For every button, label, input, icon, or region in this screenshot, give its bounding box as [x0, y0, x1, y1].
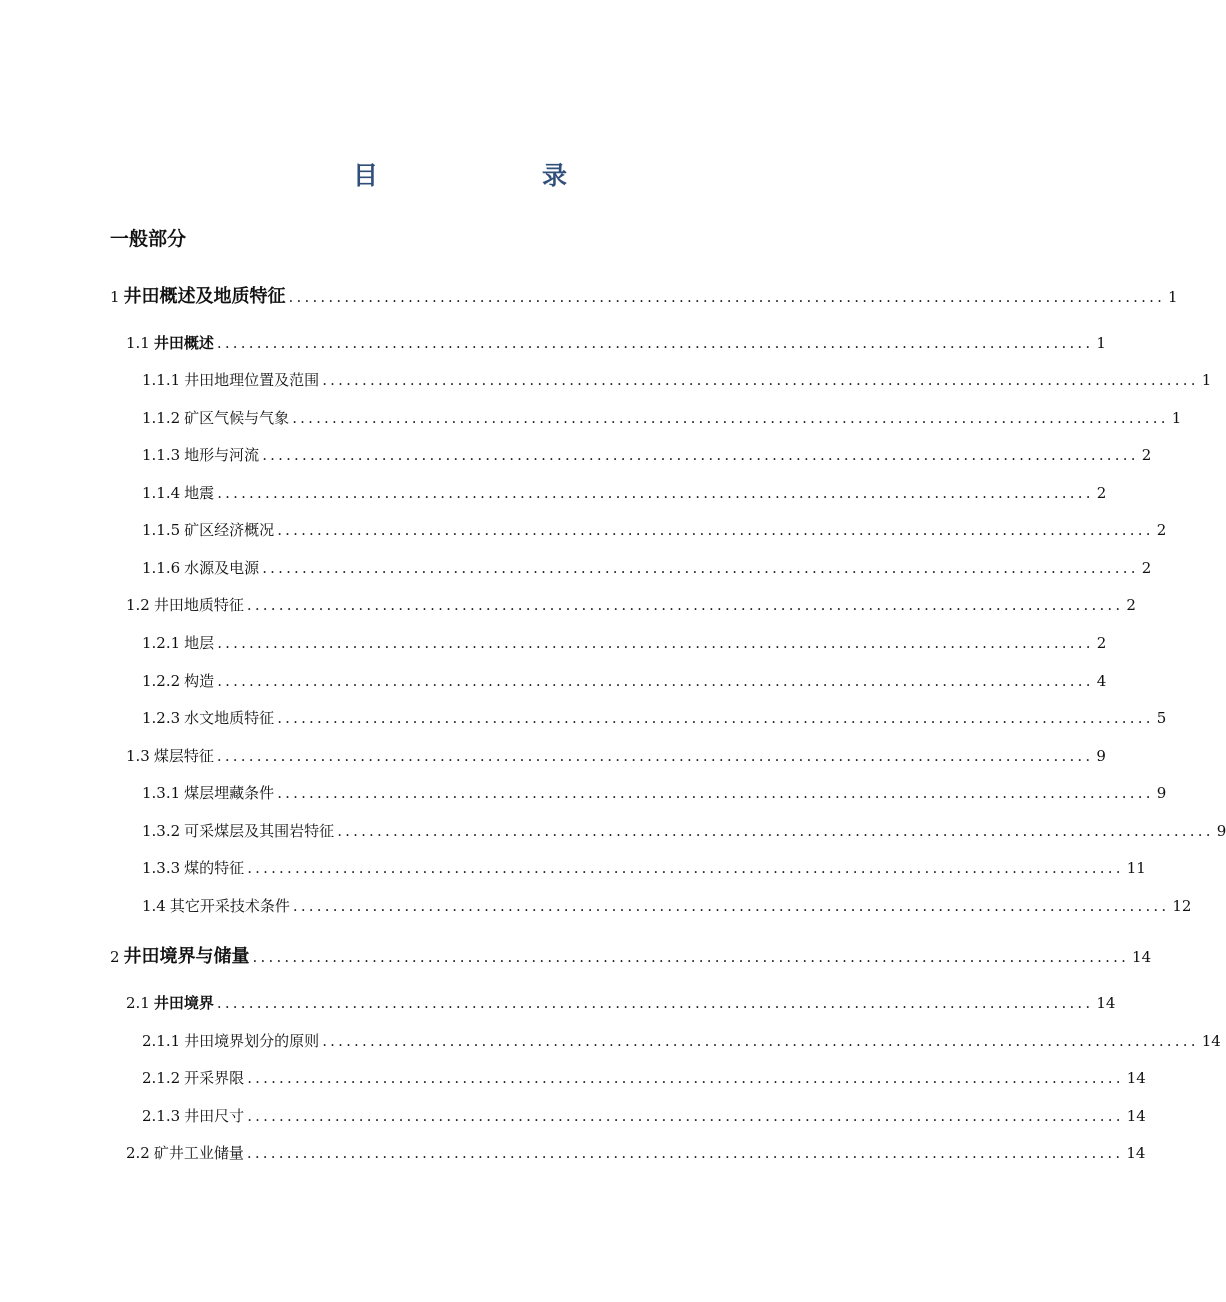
dot-leader: ..............................................................................................................	[246, 596, 1124, 614]
toc-entry-page: 14	[1132, 948, 1152, 966]
toc-entry[interactable]	[126, 991, 1116, 1015]
toc-entry-title: 井田境界划分的原则	[184, 1032, 320, 1050]
toc-entry-page: 2	[1141, 446, 1152, 464]
toc-entry-number: 2.1.1	[142, 1032, 181, 1050]
toc-entry-number: 1.1.4	[142, 484, 181, 502]
toc-entry[interactable]	[126, 331, 1106, 355]
toc-entry-page: 14	[1126, 1144, 1146, 1162]
toc-entry-number: 1.1.5	[142, 521, 181, 539]
toc-entry-number: 2.2	[126, 1144, 150, 1162]
dot-leader: ..............................................................................................................	[277, 521, 1154, 539]
toc-entry[interactable]	[126, 744, 1106, 768]
toc-entry[interactable]	[110, 285, 1178, 309]
toc-entry-page: 1	[1168, 288, 1178, 306]
toc-entry[interactable]	[142, 781, 1167, 805]
toc-entry-page: 1	[1171, 409, 1182, 427]
toc-entry-title: 矿区经济概况	[184, 521, 275, 539]
toc-entry-title: 构造	[184, 672, 215, 690]
toc-entry-number: 1.4	[142, 897, 166, 915]
dot-leader: ..............................................................................................................	[216, 334, 1094, 352]
dot-leader: ..............................................................................................................	[252, 948, 1130, 966]
dot-leader: ..............................................................................................................	[216, 994, 1094, 1012]
toc-entry-page: 2	[1126, 596, 1136, 614]
toc-entry-title: 井田境界与储量	[123, 946, 250, 967]
dot-leader: ..............................................................................................................	[262, 559, 1139, 577]
toc-entry[interactable]	[142, 669, 1107, 693]
toc-entry[interactable]	[142, 1029, 1221, 1053]
toc-entry-page: 9	[1096, 747, 1106, 765]
toc-entry-page: 9	[1216, 822, 1226, 840]
toc-entry-number: 2.1.2	[142, 1069, 181, 1087]
dot-leader: ..............................................................................................................	[217, 634, 1094, 652]
dot-leader: ..............................................................................................................	[247, 1107, 1124, 1125]
toc-entry[interactable]	[110, 945, 1152, 969]
dot-leader: ..............................................................................................................	[277, 784, 1154, 802]
toc-entry[interactable]	[126, 593, 1136, 617]
toc-entry-number: 1.1.6	[142, 559, 181, 577]
toc-entry[interactable]	[142, 368, 1212, 392]
toc-entry-number: 1.1.1	[142, 371, 181, 389]
dot-leader: ..............................................................................................................	[247, 859, 1124, 877]
toc-entry-title: 井田地质特征	[153, 596, 244, 614]
toc-entry-title: 煤层特征	[153, 747, 214, 765]
toc-entry-page: 5	[1156, 709, 1167, 727]
toc-entry-number: 1	[110, 288, 120, 306]
toc-entry-title: 地震	[184, 484, 215, 502]
dot-leader: ..............................................................................................................	[247, 1069, 1124, 1087]
toc-entry-title: 煤层埋藏条件	[184, 784, 275, 802]
toc-entry-number: 2	[110, 948, 120, 966]
toc-entry-title: 矿区气候与气象	[184, 409, 290, 427]
toc-entry-page: 14	[1126, 1107, 1146, 1125]
dot-leader: ..............................................................................................................	[262, 446, 1139, 464]
toc-entry-page: 2	[1096, 634, 1107, 652]
dot-leader: ..............................................................................................................	[322, 371, 1199, 389]
toc-entry-number: 1.1.2	[142, 409, 181, 427]
toc-entry[interactable]	[142, 518, 1167, 542]
dot-leader: ..............................................................................................................	[277, 709, 1154, 727]
dot-leader: ..............................................................................................................	[217, 672, 1094, 690]
toc-entry-title: 矿井工业储量	[153, 1144, 244, 1162]
toc-entry-page: 14	[1201, 1032, 1221, 1050]
toc-entry-title: 井田境界	[153, 994, 214, 1012]
toc-entry-page: 11	[1126, 859, 1146, 877]
toc-entry-number: 1.3	[126, 747, 150, 765]
dot-leader: ..............................................................................................................	[292, 409, 1169, 427]
toc-entry-title: 井田概述及地质特征	[123, 286, 286, 307]
toc-entry-page: 1	[1201, 371, 1212, 389]
dot-leader: ..............................................................................................................	[292, 897, 1170, 915]
toc-entry-title: 煤的特征	[184, 859, 245, 877]
toc-entry[interactable]	[142, 1104, 1146, 1128]
toc-entry-number: 2.1	[126, 994, 150, 1012]
toc-entry-number: 1.1.3	[142, 446, 181, 464]
dot-leader: ..............................................................................................................	[246, 1144, 1124, 1162]
toc-entry-page: 1	[1096, 334, 1106, 352]
dot-leader: ..............................................................................................................	[322, 1032, 1199, 1050]
toc-entry[interactable]	[142, 443, 1152, 467]
toc-entry-number: 2.1.3	[142, 1107, 181, 1125]
toc-entry[interactable]	[142, 706, 1167, 730]
toc-entry-title: 水源及电源	[184, 559, 260, 577]
toc-entry-page: 2	[1156, 521, 1167, 539]
dot-leader: ..............................................................................................................	[288, 288, 1166, 306]
toc-entry-number: 1.3.2	[142, 822, 181, 840]
toc-entry-page: 4	[1096, 672, 1107, 690]
toc-entry[interactable]	[142, 856, 1146, 880]
page-title: 目 录	[352, 161, 605, 190]
dot-leader: ..............................................................................................................	[216, 747, 1094, 765]
toc-entry-number: 1.3.1	[142, 784, 181, 802]
toc-entry-title: 开采界限	[184, 1069, 245, 1087]
toc-entry[interactable]	[142, 481, 1107, 505]
toc-entry[interactable]	[142, 406, 1182, 430]
dot-leader: ..............................................................................................................	[337, 822, 1214, 840]
toc-entry-page: 14	[1096, 994, 1116, 1012]
toc-entry[interactable]	[142, 631, 1107, 655]
toc-entry-title: 井田地理位置及范围	[184, 371, 320, 389]
toc-entry-page: 12	[1172, 897, 1192, 915]
toc-entry[interactable]	[142, 556, 1152, 580]
toc-entry-title: 水文地质特征	[184, 709, 275, 727]
toc-entry-page: 14	[1126, 1069, 1146, 1087]
toc-entry[interactable]	[142, 894, 1192, 918]
toc-entry[interactable]	[142, 819, 1226, 843]
toc-entry-number: 1.1	[126, 334, 150, 352]
toc-entry-page: 9	[1156, 784, 1167, 802]
toc-entry[interactable]	[142, 1066, 1146, 1090]
toc-entry-number: 1.2	[126, 596, 150, 614]
toc-entry-number: 1.2.2	[142, 672, 181, 690]
toc-entry-title: 地层	[184, 634, 215, 652]
toc-entry[interactable]	[126, 1141, 1146, 1165]
dot-leader: ..............................................................................................................	[217, 484, 1094, 502]
toc-entry-number: 1.2.3	[142, 709, 181, 727]
toc-entry-title: 其它开采技术条件	[169, 897, 290, 915]
toc-entry-title: 可采煤层及其围岩特征	[184, 822, 335, 840]
section-heading: 一般部分	[110, 228, 187, 250]
toc-entry-number: 1.2.1	[142, 634, 181, 652]
toc-entry-number: 1.3.3	[142, 859, 181, 877]
toc-entry-title: 井田概述	[153, 334, 214, 352]
toc-entry-title: 地形与河流	[184, 446, 260, 464]
toc-entry-title: 井田尺寸	[184, 1107, 245, 1125]
toc-entry-page: 2	[1141, 559, 1152, 577]
toc-entry-page: 2	[1096, 484, 1107, 502]
